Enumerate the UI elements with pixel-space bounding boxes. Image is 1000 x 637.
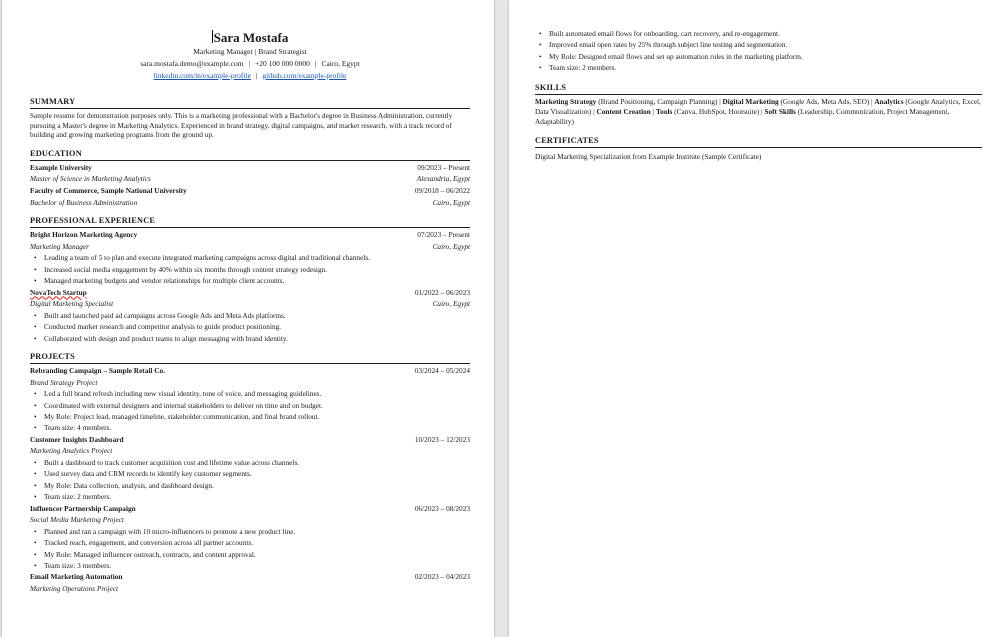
job-sub: Marketing Manager Cairo, Egypt	[30, 241, 470, 251]
experience-section	[30, 215, 470, 344]
project-type: Marketing Analytics Project	[30, 446, 113, 456]
project-bullets	[30, 457, 470, 503]
bullet-item: • My Role: Data collection, analysis, and dashboard design.	[44, 480, 470, 491]
contact-line: sara.mostafa.demo@example.com | +20 100 000 0000 | Cairo, Egypt	[140, 59, 360, 68]
bullet-item: • Team size: 2 members.	[44, 491, 470, 502]
summary-text: Sample resume for demonstration purposes only. This is a marketing professional with a Bachelor's degree in Business Administration, currently pursuing a Master's degree in Marketing Analytics. Experienced in brand strategy, digital campaigns, and market research, with a track record of building and growing marketing programs from the ground up.	[30, 111, 453, 140]
bullet-item: • Coordinated with external designers and internal stakeholders to deliver on time and on budget.	[44, 400, 470, 411]
candidate-title: Marketing Manager | Brand Strategist	[193, 47, 307, 56]
bullet-item: • My Role: Managed influencer outreach, contracts, and content approval.	[44, 549, 470, 560]
project-bullets	[30, 526, 470, 572]
education-section	[30, 148, 470, 208]
text-cursor	[212, 30, 213, 43]
skills-section	[535, 82, 982, 127]
skills-text: Marketing Strategy (Brand Positioning, Campaign Planning) | Digital Marketing (Google Ads, Meta Ads, SEO) | Analytics (Google Analytics, Excel, Data Visualization) | Content Creation | Tools (Canva, HubSpot, Hootsuite) | Soft Skills (Leadership, Communication, Project Management, Adaptability)	[535, 96, 981, 126]
project-header: Email Marketing Automation 02/2023 – 04/2023	[30, 572, 470, 582]
linkedin-link[interactable]: linkedin.com/in/example-profile	[153, 71, 251, 80]
bullet-item: • Led a full brand refresh including new visual identity, tone of voice, and messaging guidelines.	[44, 388, 470, 399]
section-title: CERTIFICATES	[535, 135, 982, 148]
bullet-item: • Planned and ran a campaign with 10 micro-influencers to promote a new product line.	[44, 526, 470, 537]
bullet-item: • My Role: Designed email flows and set up automation rules in the marketing platform.	[549, 51, 982, 62]
job-header: Bright Horizon Marketing Agency 07/2023 – Present	[30, 230, 470, 240]
projects-section	[30, 351, 470, 595]
job-bullets	[30, 310, 470, 344]
job-header: NovaTech Startup 01/2022 – 06/2023	[30, 287, 470, 297]
bullet-item: • Increased social media engagement by 40% within six months through content strategy redesign.	[44, 264, 470, 275]
location-text: Cairo, Egypt	[321, 59, 360, 68]
section-title: SKILLS	[535, 82, 982, 95]
bullet-item: • Built and launched paid ad campaigns across Google Ads and Meta Ads platforms.	[44, 310, 470, 321]
bullet-item: • Built a dashboard to track customer acquisition cost and lifetime value across channels.	[44, 457, 470, 468]
bullet-item: • Built automated email flows for onboarding, cart recovery, and re-engagement.	[549, 28, 982, 39]
bullet-item: • My Role: Project lead, managed timeline, stakeholder communication, and final brand rollout.	[44, 411, 470, 422]
project-bullets-continued	[535, 28, 982, 74]
job-bullets	[30, 252, 470, 286]
document-page-1	[2, 0, 494, 637]
project-type: Marketing Operations Project	[30, 584, 119, 593]
project-header: Customer Insights Dashboard 10/2023 – 12/2023	[30, 434, 470, 444]
section-title: PROFESSIONAL EXPERIENCE	[30, 215, 470, 228]
bullet-item: • Managed marketing budgets and vendor relationships for multiple client accounts.	[44, 275, 470, 286]
project-bullets	[30, 388, 470, 434]
project-header: Rebranding Campaign – Sample Retail Co. 03/2024 – 05/2024	[30, 365, 470, 375]
bullet-item: • Used survey data and CRM records to identify key customer segments.	[44, 468, 470, 479]
certificate-item: Digital Marketing Specialization from Example Institute (Sample Certificate)	[535, 151, 762, 161]
bullet-item: • Team size: 4 members.	[44, 422, 470, 433]
bullet-item: • Team size: 3 members.	[44, 560, 470, 571]
candidate-name[interactable]: Sara Mostafa	[213, 30, 289, 45]
education-entry-sub: Master of Science in Marketing Analytics Alexandria, Egypt	[30, 174, 470, 184]
bullet-item: • Improved email open rates by 25% through subject line testing and segmentation.	[549, 39, 982, 50]
document-page-2	[509, 0, 1000, 637]
project-header: Influencer Partnership Campaign 06/2023 – 08/2023	[30, 503, 470, 513]
job-sub: Digital Marketing Specialist Cairo, Egypt	[30, 299, 470, 309]
project-type: Brand Strategy Project	[30, 377, 98, 387]
bullet-item: • Collaborated with design and product teams to align messaging with brand identity.	[44, 333, 470, 344]
section-title: EDUCATION	[30, 148, 470, 161]
bullet-item: • Conducted market research and competitor analysis to guide product positioning.	[44, 321, 470, 332]
github-link[interactable]: github.com/example-profile	[262, 71, 347, 80]
bullet-item: • Team size: 2 members.	[549, 62, 982, 73]
education-entry-header: Faculty of Commerce, Sample National University 09/2018 – 06/2022	[30, 185, 470, 195]
section-title: PROJECTS	[30, 351, 470, 364]
education-entry-header: Example University 09/2023 – Present	[30, 162, 470, 172]
education-entry-sub: Bachelor of Business Administration Cairo, Egypt	[30, 197, 470, 207]
project-type: Social Media Marketing Project	[30, 515, 124, 525]
email-text: sara.mostafa.demo@example.com	[140, 59, 244, 68]
bullet-item: • Leading a team of 5 to plan and execute integrated marketing campaigns across digital and traditional channels.	[44, 252, 470, 263]
phone-text: +20 100 000 0000	[255, 59, 310, 68]
certificates-section	[535, 135, 982, 162]
section-title: SUMMARY	[30, 96, 470, 109]
links-line: linkedin.com/in/example-profile | github.com/example-profile	[153, 71, 347, 80]
summary-section	[30, 96, 470, 140]
bullet-item: • Tracked reach, engagement, and conversion across all partner accounts.	[44, 537, 470, 548]
